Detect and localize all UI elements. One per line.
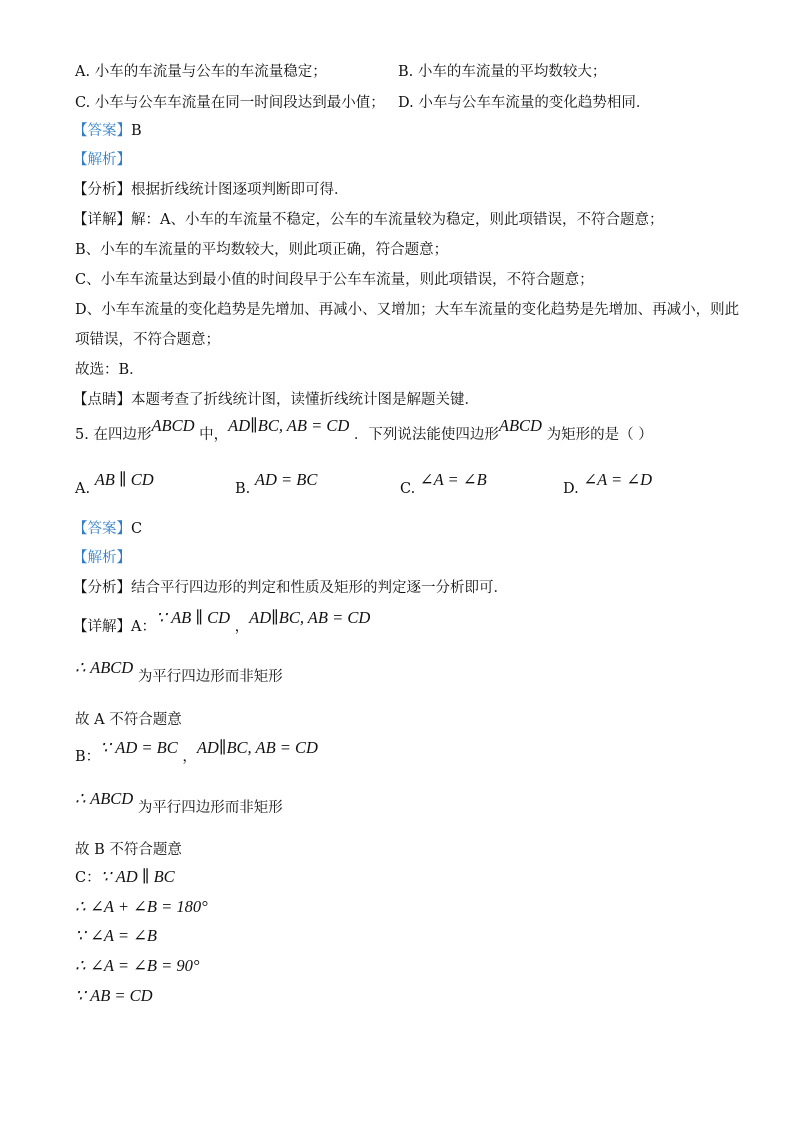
q5-detail-c — [75, 867, 175, 888]
q5-c-step3 — [75, 926, 157, 947]
stem-middle: ．下列说法能使四边形 — [353, 427, 499, 443]
b-label: B： — [75, 749, 101, 765]
comma: ， — [182, 749, 197, 765]
q5-answer — [73, 519, 142, 539]
math-abcd: ABCD — [151, 416, 195, 435]
because-symbol: ∵ — [75, 926, 86, 945]
q5-option-d — [563, 470, 653, 499]
option-d: D. 小车与公车车流量的变化趋势相同． — [398, 95, 651, 111]
detail-text: 解：A、小车的车流量不稳定，公车的车流量较为稳定，则此项错误，不符合题意； — [131, 212, 664, 228]
q5-option-b — [235, 470, 318, 499]
comma: ， — [234, 619, 250, 635]
math-condition: AD∥BC, AB = CD — [249, 608, 371, 627]
fenxi-tag: 【分析】 — [73, 182, 131, 198]
therefore-symbol: ∴ — [75, 897, 86, 916]
c-label: C： — [75, 870, 101, 886]
math-condition: AD∥BC, AB = CD — [196, 738, 318, 757]
q5-analysis-tag: 【解析】 — [73, 550, 131, 566]
q5-fenxi — [73, 578, 508, 598]
math-ad-parallel-bc: AD ∥ BC — [115, 867, 175, 886]
comment-text: 本题考查了折线统计图，读懂折线统计图是解题关键． — [131, 392, 479, 408]
q5-option-a — [75, 470, 154, 499]
q4-detail-a — [73, 210, 663, 230]
because-symbol: ∵ — [155, 608, 167, 627]
because-symbol: ∵ — [75, 986, 86, 1005]
math-ab-parallel-cd: AB ∥ CD — [171, 608, 231, 627]
q4-answer — [73, 121, 142, 141]
q4-detail-d1: D、小车车流量的变化趋势是先增加、再减小、又增加；大车车流量的变化趋势是先增加、再减小，则此 — [75, 302, 740, 318]
answer-value: B — [131, 123, 142, 139]
q5-c-step4 — [75, 956, 200, 977]
option-math: ∠A = ∠D — [583, 470, 653, 489]
option-math: ∠A = ∠B — [419, 470, 487, 489]
option-b: B. 小车的车流量的平均数较大； — [398, 64, 607, 80]
math-ad-eq-bc: AD = BC — [115, 738, 178, 757]
fenxi-text: 结合平行四边形的判定和性质及矩形的判定逐一分析即可． — [131, 580, 508, 596]
option-label: C. — [400, 481, 416, 497]
math-abcd: ABCD — [90, 658, 134, 677]
q5-c-step5 — [75, 986, 153, 1007]
option-math: AD = BC — [254, 470, 318, 489]
option-label: D. — [563, 481, 579, 497]
q4-analysis-tag: 【解析】 — [73, 152, 131, 168]
q4-comment — [73, 390, 479, 410]
math-angle-sum: ∠A + ∠B = 180° — [90, 897, 208, 916]
q4-choose: 故选：B． — [75, 362, 144, 378]
q5-detail-a — [73, 608, 371, 637]
option-label: B. — [235, 481, 251, 497]
q4-detail-c: C、小车车流量达到最小值的时间段早于公车车流量，则此项错误，不符合题意； — [75, 272, 594, 288]
q5-option-c — [400, 470, 487, 499]
fenxi-text: 根据折线统计图逐项判断即可得． — [131, 182, 349, 198]
answer-value: C — [131, 521, 143, 537]
q5-a-conclusion: 故 A 不符合题意 — [75, 712, 182, 728]
fenxi-tag: 【分析】 — [73, 580, 131, 596]
math-condition: AD∥BC, AB = CD — [228, 416, 350, 435]
math-right-angle: ∠A = ∠B = 90° — [90, 956, 200, 975]
q5-b-conclusion: 故 B 不符合题意 — [75, 842, 182, 858]
therefore-symbol: ∴ — [75, 956, 86, 975]
q5-stem — [75, 416, 653, 445]
option-c: C. 小车与公车车流量在同一时间段达到最小值； — [75, 95, 385, 111]
math-abcd: ABCD — [90, 789, 134, 808]
q5-a-therefore — [75, 658, 283, 687]
therefore-symbol: ∴ — [75, 789, 86, 808]
parallelogram-text: 为平行四边形而非矩形 — [137, 800, 283, 816]
because-symbol: ∵ — [100, 867, 112, 886]
option-a: A. 小车的车流量与公车的车流量稳定； — [75, 64, 327, 80]
answer-tag: 【答案】 — [73, 123, 131, 139]
q5-c-step2 — [75, 897, 208, 918]
detail-tag: 【详解】 — [73, 619, 131, 635]
stem-end: 为矩形的是（ ） — [546, 427, 653, 443]
a-label: A： — [131, 619, 156, 635]
answer-tag: 【答案】 — [73, 521, 131, 537]
q4-detail-b: B、小车的车流量的平均数较大，则此项正确，符合题意； — [75, 242, 449, 258]
therefore-symbol: ∴ — [75, 658, 86, 677]
q5-b-therefore — [75, 789, 283, 818]
comment-tag: 【点睛】 — [73, 392, 131, 408]
q5-detail-b — [75, 738, 318, 767]
parallelogram-text: 为平行四边形而非矩形 — [137, 669, 283, 685]
math-angle-eq: ∠A = ∠B — [90, 926, 158, 945]
option-label: A. — [75, 481, 91, 497]
math-ab-eq-cd: AB = CD — [90, 986, 153, 1005]
stem-zhong: 中， — [199, 427, 229, 443]
option-math: AB ∥ CD — [94, 470, 154, 489]
detail-tag: 【详解】 — [73, 212, 131, 228]
because-symbol: ∵ — [100, 738, 111, 757]
q4-fenxi — [73, 180, 349, 200]
stem-number: 5. 在四边形 — [75, 427, 152, 443]
math-abcd-2: ABCD — [498, 416, 542, 435]
q4-detail-d2: 项错误，不符合题意； — [75, 332, 220, 348]
